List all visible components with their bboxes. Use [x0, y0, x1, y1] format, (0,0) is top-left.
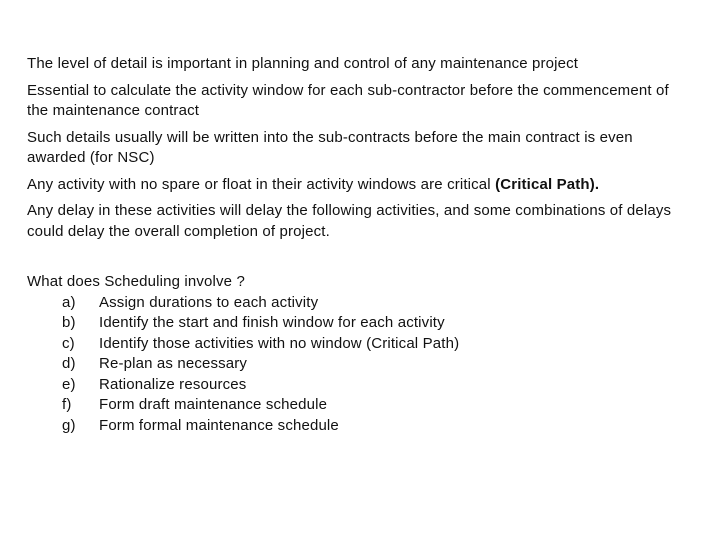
list-marker: a): [62, 293, 76, 311]
paragraph-activity-window: Essential to calculate the activity window for each sub-contractor before the commencement of the maintenance contract: [27, 81, 669, 119]
list-item-text: Assign durations to each activity: [99, 293, 319, 311]
paragraph-detail-importance: The level of detail is important in planning and control of any maintenance project: [27, 55, 579, 72]
list-item: [27, 334, 687, 355]
paragraph-delay-impact: Any delay in these activities will delay the following activities, and some combinations of delays could delay the overall completion of project.: [27, 202, 672, 240]
scheduling-heading: What does Scheduling involve ?: [27, 273, 245, 290]
paragraph-subcontract-details: Such details usually will be written into the sub-contracts before the main contract is even awarded (for NSC): [27, 128, 633, 166]
list-marker: f): [62, 396, 72, 413]
list-marker: g): [62, 416, 76, 434]
list-item-text: Rationalize resources: [99, 375, 247, 393]
section-spacer: [27, 248, 687, 272]
list-item: [27, 395, 687, 416]
list-item: [27, 354, 687, 375]
list-item: [27, 375, 687, 396]
list-item: [27, 313, 687, 334]
list-item-text: Identify those activities with no window (Critical Path): [99, 334, 460, 352]
list-item-text: Form draft maintenance schedule: [99, 396, 328, 413]
list-item-text: Re-plan as necessary: [99, 355, 248, 372]
list-marker: c): [62, 334, 75, 352]
list-marker: e): [62, 375, 76, 393]
slide-content: [27, 54, 687, 436]
list-marker: d): [62, 355, 76, 372]
list-item: [27, 293, 687, 314]
critical-activities-text: Any activity with no spare or float in their activity windows are critical: [27, 175, 491, 193]
list-marker: b): [62, 314, 76, 331]
list-item-text: Identify the start and finish window for each activity: [99, 314, 445, 331]
paragraph-critical-activities: [27, 175, 687, 196]
list-item-text: Form formal maintenance schedule: [99, 416, 339, 434]
scheduling-list: [27, 293, 687, 437]
list-item: [27, 416, 687, 437]
critical-path-emphasis: (Critical Path).: [495, 175, 600, 193]
